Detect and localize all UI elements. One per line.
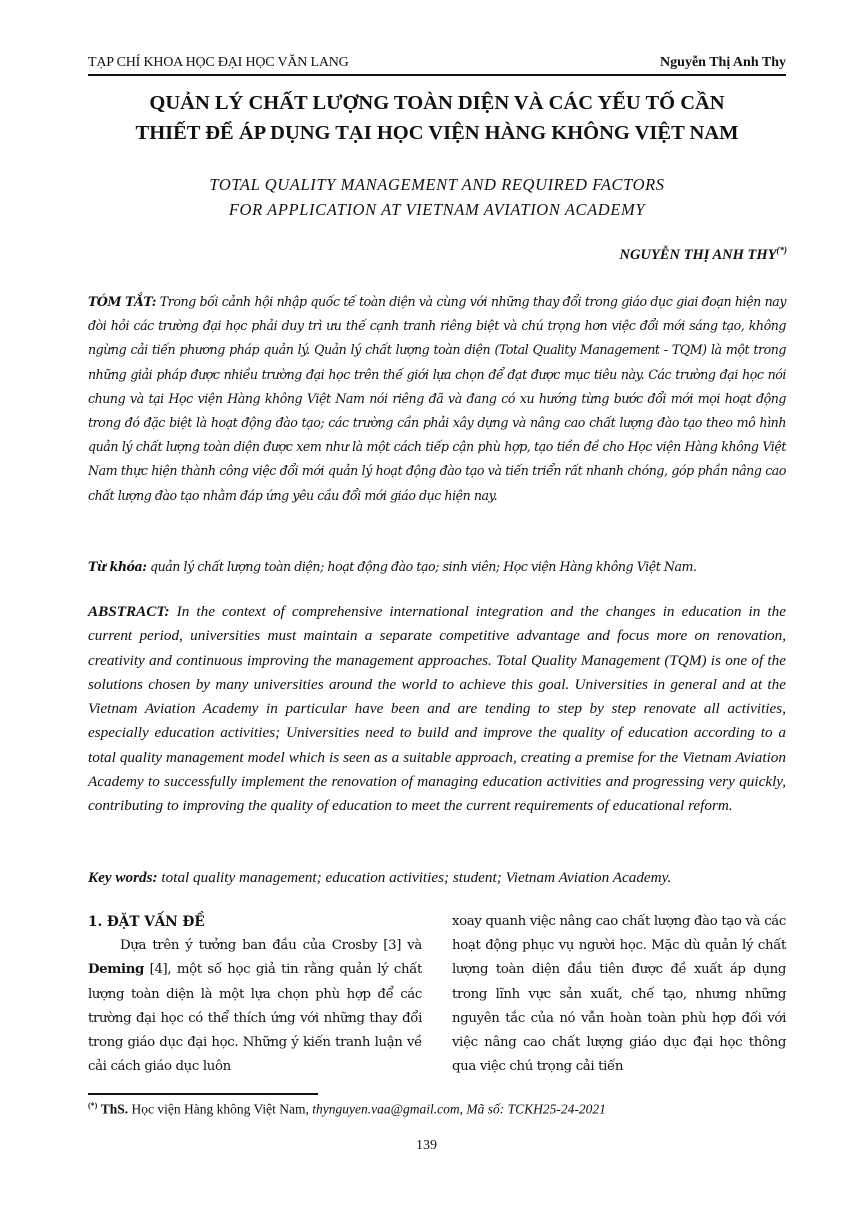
keywords-en-label: Key words: — [88, 869, 158, 886]
running-head-author: Nguyễn Thị Anh Thy — [660, 55, 786, 70]
paragraph-text: [4], một số học giả tin rằng quản lý chất lượng toàn diện là một lựa chọn phù hợp để các trường đại học có thể thích ứng với những thay đổi trong giáo dục đại học. Những ý kiến tranh luận về cải cách giáo dục luôn — [88, 962, 422, 1075]
footnote-divider — [88, 1093, 318, 1095]
title-vietnamese — [88, 88, 786, 148]
section-heading: 1. ĐẶT VẤN ĐỀ — [88, 914, 205, 930]
keywords-vi-text: quản lý chất lượng toàn diện; hoạt động đào tạo; sinh viên; Học viện Hàng không Việt Nam. — [149, 559, 697, 574]
abstract-english — [88, 600, 786, 819]
keywords-en-text: total quality management; education activities; student; Vietnam Aviation Academy. — [161, 869, 672, 886]
body-paragraph — [88, 934, 422, 1079]
page-number: 139 — [416, 1138, 437, 1153]
keywords-vietnamese — [88, 555, 786, 579]
keywords-vi-label: Từ khóa: — [88, 559, 147, 574]
footnote-marker: (*) — [88, 1101, 98, 1110]
footnote-affiliation: Học viện Hàng không Việt Nam, — [128, 1101, 313, 1117]
running-head — [88, 52, 786, 76]
paragraph-text: Dựa trên ý tưởng ban đầu của Crosby [3] và — [120, 938, 422, 954]
keywords-english — [88, 866, 786, 890]
abstract-en-label: ABSTRACT: — [88, 603, 170, 620]
cited-name-deming: Deming — [88, 962, 144, 978]
author-footnote-marker: (*) — [776, 245, 787, 255]
abstract-vi-text: Trong bối cảnh hội nhập quốc tế toàn diện và cùng với những thay đổi trong giáo dục giai đoạn hiện nay đòi hỏi các trường đại học phải duy trì ưu thế cạnh tranh riêng biệt và chú trọng hơn việc đổi mới sáng tạo, không ngừng cải tiến phương pháp quản lý. Quản lý chất lượng toàn diện (Total Quality Management - TQM) là một trong những giải pháp được nhiều trường đại học trên thế giới lựa chọn để đạt được mục tiêu này. Các trường đại học nói chung và tại Học viện Hàng không Việt Nam nói riêng đã và đang có xu hướng từng bước đổi mới mọi hoạt động trong đó đặc biệt là hoạt động đào tạo; các trường cần phải xây dựng và nâng cao chất lượng đào tạo theo mô hình quản lý chất lượng toàn diện được xem như là một cách tiếp cận phù hợp, tạo tiền đề cho Học viện Hàng không Việt Nam thực hiện thành công việc đổi mới quản lý hoạt động đào tạo và tiến triển rất nhanh chóng, góp phần nâng cao chất lượng đào tạo nhằm đáp ứng yêu cầu đổi mới giáo dục hiện nay. — [88, 294, 786, 503]
abstract-vietnamese — [88, 290, 786, 508]
body-paragraph-continued: xoay quanh việc nâng cao chất lượng đào tạo và các hoạt động phục vụ người học. Mặc dù quản lý chất lượng toàn diện đầu tiên được đề xuất áp dụng trong lĩnh vực sản xuất, chế tạo, nhưng những nguyên tắc của nó vẫn hoàn toàn phù hợp đối với việc nâng cao chất lượng giáo dục đại học thông qua việc chú trọng cải tiến — [452, 914, 786, 1075]
body-column-left — [88, 910, 422, 1079]
title-english — [88, 172, 786, 222]
author-byline — [620, 245, 787, 264]
abstract-en-text: In the context of comprehensive international integration and the changes in education in the current period, universities must maintain a separate competitive advantage and focus more on renovation, creativity and continuous improving the management approaches. Total Quality Management (TQM) is one of the solutions chosen by many universities around the world to achieve this goal. Universities in general and at the Vietnam Aviation Academy in particular have been and are tending to step by step renovate all activities, especially education activities; Universities need to build and improve the quality of education according to a total quality management model which is seen as a suitable approach, creating a premise for the Vietnam Aviation Academy to successfully implement the renovation of managing education activities and progressing very quickly, contributing to improving the quality of education to meet the current requirements of educational reform. — [88, 603, 786, 815]
footnote-email-code: thynguyen.vaa@gmail.com, Mã số: TCKH25-24-2021 — [312, 1101, 606, 1117]
body-column-right — [452, 910, 786, 1079]
title-vi-line-1: QUẢN LÝ CHẤT LƯỢNG TOÀN DIỆN VÀ CÁC YẾU TỐ CẦN — [149, 92, 725, 114]
abstract-vi-label: TÓM TẮT: — [88, 294, 157, 309]
title-vi-line-2: THIẾT ĐỂ ÁP DỤNG TẠI HỌC VIỆN HÀNG KHÔNG VIỆT NAM — [135, 122, 739, 144]
title-en-line-2: FOR APPLICATION AT VIETNAM AVIATION ACADEMY — [228, 200, 646, 219]
title-en-line-1: TOTAL QUALITY MANAGEMENT AND REQUIRED FACTORS — [209, 175, 665, 194]
author-name: NGUYỄN THỊ ANH THY — [619, 246, 777, 263]
journal-name: TẠP CHÍ KHOA HỌC ĐẠI HỌC VĂN LANG — [88, 55, 349, 70]
footnote-degree: ThS. — [100, 1101, 129, 1117]
footnote — [88, 1101, 786, 1118]
